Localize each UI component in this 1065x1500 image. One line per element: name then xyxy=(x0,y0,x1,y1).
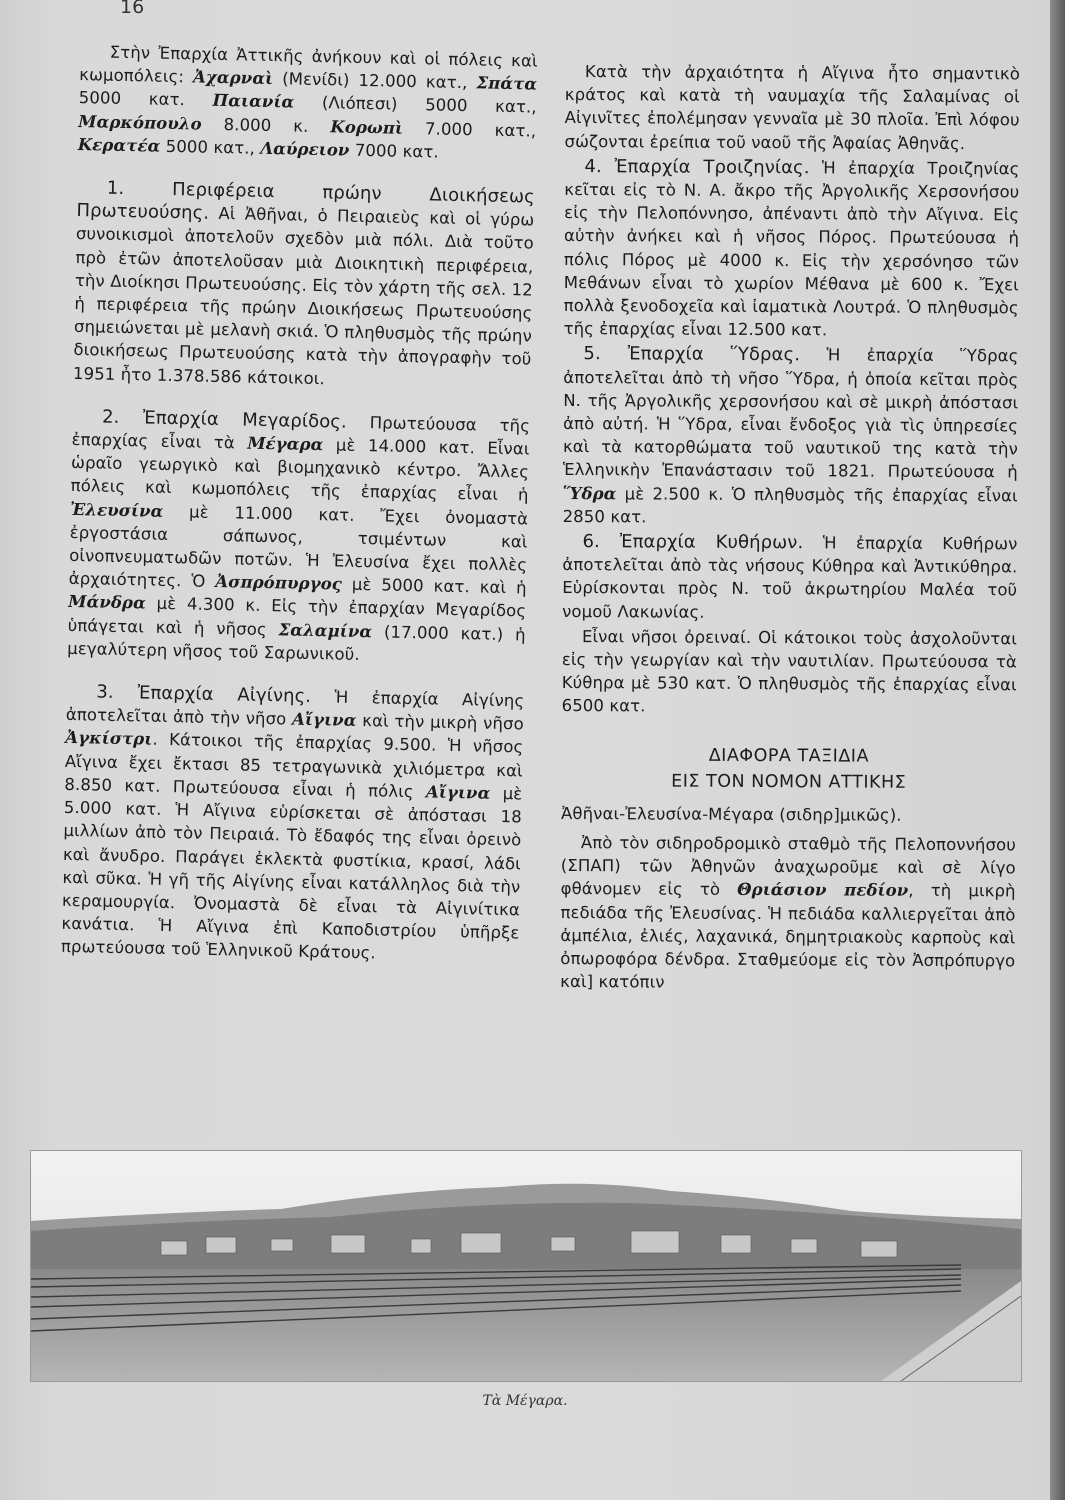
text: μὲ 14.000 κατ. Εἶναι ὡραῖο γεωργικὸ καὶ βιομηχανικὸ κέντρο. Ἄλλες πόλεις καὶ κωμοπόλεις τῆς ἐπαρχίας εἶναι ἡ xyxy=(70,435,530,505)
text: Ἡ ἐπαρχία Αἰγίνης ἀποτελεῖται ἀπὸ τὴν νῆσο xyxy=(65,687,525,729)
place-elefsina: Ἐλευσίνα xyxy=(69,499,164,521)
trips-title-line1: ΔΙΑΦΟΡΑ ΤΑΞΙΔΙΑ xyxy=(708,745,870,767)
text: μὲ 5.000 κατ. Ἡ Αἴγινα εὑρίσκεται σὲ ἀπόστασι 18 μιλλίων ἀπὸ τὸν Πειραιά. Τὸ ἔδαφός της εἶναι ὀρεινὸ καὶ ἄνυδρο. Παράγει ἐκλεκτὰ φυστίκια, κρασί, λάδι καὶ σῦκα. Ἡ γῆ τῆς Αἰγίνης εἶναι κατάλληλος διὰ τὴν κεραμουργία. Ὀνομαστὰ δὲ εἶναι τὰ Αἰγινίτικα κανάτια. Ἡ Αἴγινα ἐπὶ Καποδιστρίου ὑπῆρξε πρωτεύουσα τοῦ Ἑλληνικοῦ Κράτους. xyxy=(60,783,523,963)
place-acharnai: Ἀχαρναὶ xyxy=(192,67,274,89)
right-column xyxy=(560,60,1020,998)
text: 8.000 κ. xyxy=(201,114,331,136)
section-2 xyxy=(67,405,530,670)
text: Στὴν Ἐπαρχία Ἀττικῆς ἀνήκουν καὶ οἱ πόλεις καὶ κωμοπόλεις: xyxy=(79,42,538,87)
text: Πρωτεύουσα τῆς ἐπαρχίας εἶναι τὰ xyxy=(71,412,531,453)
text: μὲ 11.000 κατ. Ἔχει ὀνομαστὰ ἐργοστάσια σάπωνος, τσιμέντων καὶ οἰνοπνευματωδῶν ποτῶν. Ἡ Ἐλευσίνα ἔχει πολλὲς ἀρχαιότητες. Ὁ xyxy=(68,501,529,592)
route-name: Ἀθῆναι-Ἐλευσίνα-Μέγαρα xyxy=(561,803,774,824)
text: 5000 κατ. xyxy=(78,88,213,111)
section-6-cont: Εἶναι νῆσοι ὀρειναί. Οἱ κάτοικοι τοὺς ἀσχολοῦνται εἰς τὴν γεωργίαν καὶ τὴν ναυτιλίαν. Πρωτεύουσα τὰ Κύθηρα μὲ 530 κατ. Ὁ πληθυσμὸς τῆς ἐπαρχίας εἶναι 6500 κατ. xyxy=(561,626,1018,716)
text: 5000 κατ., xyxy=(160,136,261,158)
place-thriasion: Θριάσιον πεδίον xyxy=(737,880,909,901)
page-number: 16 xyxy=(120,0,145,18)
section-heading: 5. Ἐπαρχία Ὕδρας. xyxy=(583,343,801,366)
text: μὲ 2.500 κ. Ὁ πληθυσμὸς τῆς ἐπαρχίας εἶναι 2850 κατ. xyxy=(562,483,1018,527)
trips-title-line2: ΕΙΣ ΤΟΝ ΝΟΜΟΝ ΑΤΤΙΚΗΣ xyxy=(671,771,907,793)
photo-caption: Τὰ Μέγαρα. xyxy=(482,1393,568,1409)
route-note: (σιδηρ]μικῶς). xyxy=(773,804,902,825)
megara-panorama-image xyxy=(31,1151,1021,1381)
text: (Λιόπεσι) 5000 κατ., xyxy=(294,92,537,117)
text: . Κάτοικοι τῆς ἐπαρχίας 9.500. Ἡ νῆσος Αἴγινα ἔχει ἔκτασι 85 τετραγωνικὰ χιλιόμετρα καὶ 8.850 κατ. Πρωτεύουσα εἶναι ἡ πόλις xyxy=(64,730,524,802)
section-1 xyxy=(73,176,535,394)
page-edge xyxy=(1050,0,1065,1500)
place-spata: Σπάτα xyxy=(476,73,538,94)
intro-paragraph xyxy=(78,40,538,166)
section-4 xyxy=(564,155,1020,343)
place-aigina: Αἴγινα xyxy=(291,709,357,731)
text: 7.000 κατ., xyxy=(402,118,537,141)
place-keratea: Κερατέα xyxy=(77,134,161,156)
text: Ἀπὸ τὸν σιδηροδρομικὸ σταθμὸ τῆς Πελοποννήσου (ΣΠΑΠ) τῶν Ἀθηνῶν ἀναχωροῦμε καὶ σὲ λίγο φθάνομεν εἰς τὸ xyxy=(560,832,1016,900)
place-salamina: Σαλαμίνα xyxy=(278,619,373,641)
place-mandra: Μάνδρα xyxy=(68,592,147,613)
text: καὶ τὴν μικρὴ νῆσο xyxy=(356,711,524,734)
megara-photo xyxy=(30,1150,1022,1382)
text: Ἡ ἐπαρχία Ὕδρας ἀποτελεῖται ἀπὸ τὴ νῆσο Ὕδρα, ἡ ὁποία κεῖται πρὸς Ν. τῆς Ἀργολικῆς χερσονήσου καὶ σὲ μικρὴ ἀπόστασι ἀπὸ αὐτή. Ἡ Ὕδρα, εἶναι ἔνδοξος γιὰ τὶς ὑπηρεσίες καὶ τὰ κατορθώματα τοῦ ναυτικοῦ της κατὰ τὴν Ἑλληνικὴν Ἐπανάστασιν τοῦ 1821. Πρωτεύουσα ἡ xyxy=(562,345,1019,482)
aigina-continued: Κατὰ τὴν ἀρχαιότητα ἡ Αἴγινα ἦτο σημαντικὸ κράτος καὶ κατὰ τὴ ναυμαχία τῆς Σαλαμίνας οἱ Αἰγινῖτες ἐπολέμησαν γενναῖα μὲ 30 πλοῖα. Ἐπὶ λόφου σώζονται ἐρείπια τοῦ ναοῦ τῆς Ἀφαίας Ἀθηνᾶς. xyxy=(564,62,1020,153)
section-body: Ἡ ἐπαρχία Κυθήρων ἀποτελεῖται ἀπὸ τὰς νήσους Κύθηρα καὶ Ἀντικύθηρα. Εὑρίσκονται πρὸς Ν. τοῦ ἀκρωτηρίου Μαλέα τοῦ νομοῦ Λακωνίας. xyxy=(562,533,1018,622)
place-ydra: Ὕδρα xyxy=(562,483,617,503)
place-aspropyrgos: Ἀσπρόπυργος xyxy=(215,572,343,594)
section-body: Αἱ Ἀθῆναι, ὁ Πειραιεὺς καὶ οἱ γύρω συνοικισμοὶ ἀποτελοῦν σχεδὸν μιὰ πόλι. Διὰ τοῦτο πρὸ ἐτῶν ἀποτελοῦσαν μιὰ Διοικητικὴ περιφέρεια, τὴν Διοίκησι Πρωτευούσης. Εἰς τὸν χάρτη τῆς σελ. 12 ἡ περιφέρεια τῆς πρώην Διοικήσεως Πρωτευούσης σημειώνεται μὲ μελανὴ σκιά. Ὁ πληθυσμὸς τῆς πρώην διοικήσεως Πρωτευούσης κατὰ τὴν ἀπογραφὴν τοῦ 1951 ἦτο 1.378.586 κάτοικοι. xyxy=(72,203,535,388)
section-5 xyxy=(563,342,1019,530)
text: (17.000 κατ.) ἡ μεγαλύτερη νῆσος τοῦ Σαρωνικοῦ. xyxy=(67,621,526,664)
text: (Μενίδι) 12.000 κατ., xyxy=(273,69,477,93)
place-lavrion: Λαύρειον xyxy=(260,138,350,160)
section-heading: 2. Ἐπαρχία Μεγαρίδος. xyxy=(101,406,348,433)
section-heading: 3. Ἐπαρχία Αἰγίνης. xyxy=(96,681,312,708)
section-6 xyxy=(562,530,1017,625)
text: , τὴ μικρὴ πεδιάδα τῆς Ἐλευσίνας. Ἡ πεδιάδα καλλιεργεῖται ἀπὸ ἀμπέλια, ἐλιές, λαχανικά, δημητριακοὺς καρποὺς καὶ ὀπωροφόρα δένδρα. Σταθμεύομε εἰς τὸν Ἀσπρόπυργο καὶ] κατόπιν xyxy=(560,881,1016,992)
section-heading: 4. Ἐπαρχία Τροιζηνίας. xyxy=(584,155,810,179)
route-heading xyxy=(561,802,1016,828)
section-heading: 1. Περιφέρεια πρώην Διοικήσεως Πρωτευούσης. xyxy=(76,177,536,224)
text: μὲ 4.300 κ. Εἰς τὴν ἐπαρχίαν Μεγαρίδος ὑπάγεται καὶ ἡ νῆσος xyxy=(67,593,527,639)
place-aigina: Αἴγινα xyxy=(425,782,491,803)
section-3 xyxy=(61,680,525,968)
trips-title xyxy=(561,742,1016,796)
place-megara: Μέγαρα xyxy=(247,433,324,455)
place-markopoulo: Μαρκόπουλο xyxy=(78,111,202,134)
place-koropi: Κορωπὶ xyxy=(330,116,404,138)
section-body: Ἡ ἐπαρχία Τροιζηνίας κεῖται εἰς τὸ Ν. Α. ἄκρο τῆς Ἀργολικῆς Χερσονήσου εἰς τὴν Πελοπόννησο, ἀπέναντι ἀπὸ τὴν Αἴγινα. Εἰς αὐτὴν ἀνήκει καὶ ἡ νῆσος Πόρος. Πρωτεύουσα ἡ πόλις Πόρος μὲ 4000 κ. Εἰς τὴν χερσόνησο τῶν Μεθάνων εἶναι τὸ χωρίον Μέθανα μὲ 600 κ. Ἔχει πολλὰ ξενοδοχεῖα καὶ ἰαματικὰ Λουτρά. Ὁ πληθυσμὸς τῆς ἐπαρχίας εἶναι 12.500 κατ. xyxy=(563,158,1020,340)
trips-body xyxy=(560,831,1016,996)
text: 7000 κατ. xyxy=(349,140,439,162)
text: μὲ 5000 κατ. καὶ ἡ xyxy=(341,574,527,598)
left-column xyxy=(60,40,538,988)
place-paiania: Παιανία xyxy=(212,91,295,112)
section-heading: 6. Ἐπαρχία Κυθήρων. xyxy=(582,531,804,554)
place-agkistri: Ἀγκίστρι xyxy=(65,728,153,750)
